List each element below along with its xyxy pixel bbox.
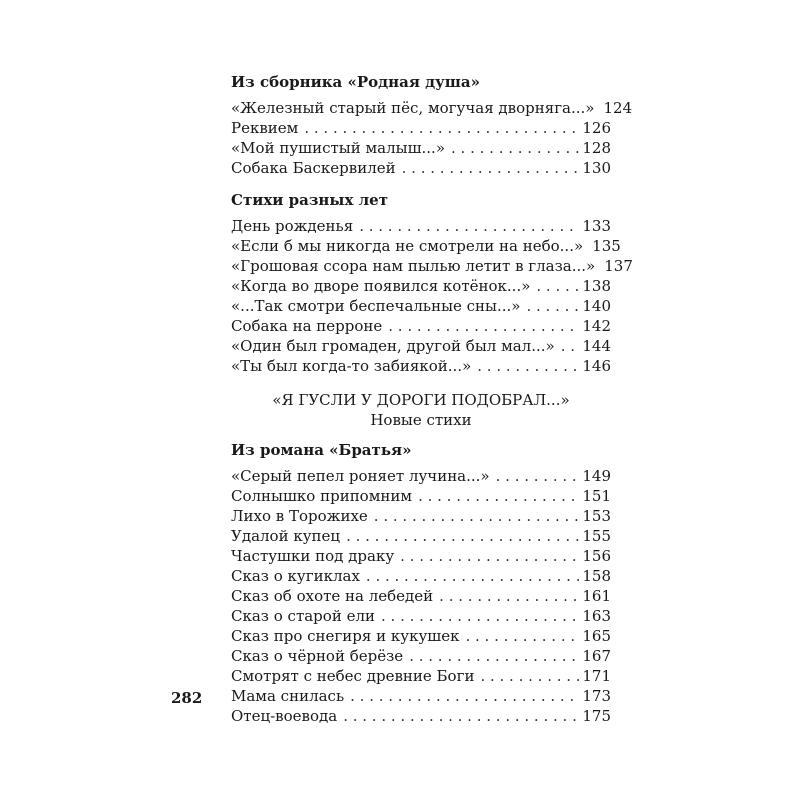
toc-entry xyxy=(231,666,611,686)
dot-leader xyxy=(439,586,579,606)
dot-leader xyxy=(409,646,579,666)
section-heading: Стихи разных лет xyxy=(231,191,389,209)
entry-title: Отец-воевода xyxy=(231,707,338,725)
toc-entry xyxy=(231,686,611,706)
dot-leader xyxy=(561,336,580,356)
dot-leader xyxy=(366,566,579,586)
entry-title: Частушки под драку xyxy=(231,547,395,565)
entry-title: Собака Баскервилей xyxy=(231,159,396,177)
entry-title: «Ты был когда-то забиякой...» xyxy=(231,357,472,375)
toc-entry xyxy=(231,336,611,356)
entry-title: Солнышко припомним xyxy=(231,487,413,505)
toc-entry xyxy=(231,566,611,586)
dot-leader xyxy=(346,526,579,546)
entry-page: 144 xyxy=(582,337,611,355)
entry-title: Смотрят с небес древние Боги xyxy=(231,667,475,685)
toc-entry xyxy=(231,276,611,296)
toc-entry xyxy=(231,296,611,316)
page-number: 282 xyxy=(171,689,203,707)
entry-page: 126 xyxy=(582,119,611,137)
entry-title: Лихо в Торожихе xyxy=(231,507,368,525)
entry-page: 135 xyxy=(592,237,621,255)
entry-page: 146 xyxy=(582,357,611,375)
entry-title: День рожденья xyxy=(231,217,354,235)
entry-title: Собака на перроне xyxy=(231,317,383,335)
entry-page: 149 xyxy=(582,467,611,485)
entry-page: 133 xyxy=(582,217,611,235)
dot-leader xyxy=(526,296,579,316)
toc-entry xyxy=(231,706,611,726)
toc-entry xyxy=(231,546,611,566)
dot-leader xyxy=(451,138,579,158)
dot-leader xyxy=(388,316,579,336)
entry-page: 138 xyxy=(582,277,611,295)
entry-page: 171 xyxy=(582,667,611,685)
dot-leader xyxy=(350,686,579,706)
entry-page: 137 xyxy=(604,257,633,275)
entry-page: 153 xyxy=(582,507,611,525)
entry-title: «Один был громаден, другой был мал...» xyxy=(231,337,555,355)
toc-column xyxy=(231,72,633,726)
entry-page: 167 xyxy=(582,647,611,665)
entry-title: Реквием xyxy=(231,119,299,137)
entry-title: Мама снилась xyxy=(231,687,345,705)
entry-page: 128 xyxy=(582,139,611,157)
toc-entry xyxy=(231,626,611,646)
toc-entry xyxy=(231,158,611,178)
part-title: «Я ГУСЛИ У ДОРОГИ ПОДОБРАЛ...» xyxy=(272,391,570,409)
toc-entry xyxy=(231,466,611,486)
dot-leader xyxy=(374,506,580,526)
entry-page: 158 xyxy=(582,567,611,585)
toc-entry xyxy=(231,216,611,236)
toc-entry xyxy=(231,506,611,526)
entry-page: 124 xyxy=(603,99,633,117)
toc-entry xyxy=(231,138,611,158)
entry-page: 142 xyxy=(582,317,611,335)
entry-title: «Если б мы никогда не смотрели на небо...» xyxy=(231,237,584,255)
dot-leader xyxy=(400,546,579,566)
entry-title: «...Так смотри беспечальные сны...» xyxy=(231,297,521,315)
entry-title: «Мой пушистый малыш...» xyxy=(231,139,446,157)
dot-leader xyxy=(496,466,580,486)
dot-leader xyxy=(402,158,580,178)
section-heading: Из романа «Братья» xyxy=(231,441,412,459)
entry-page: 156 xyxy=(582,547,611,565)
dot-leader xyxy=(536,276,579,296)
entry-title: Сказ о кугиклах xyxy=(231,567,360,585)
dot-leader xyxy=(477,356,579,376)
entry-page: 155 xyxy=(582,527,611,545)
entry-title: Сказ об охоте на лебедей xyxy=(231,587,434,605)
toc-entry xyxy=(231,606,611,626)
dot-leader xyxy=(381,606,579,626)
toc-entry xyxy=(231,356,611,376)
entry-page: 165 xyxy=(582,627,611,645)
dot-leader xyxy=(343,706,579,726)
toc-entry xyxy=(231,486,611,506)
entry-page: 163 xyxy=(582,607,611,625)
entry-page: 161 xyxy=(582,587,611,605)
entry-page: 175 xyxy=(582,707,611,725)
entry-title: Сказ про снегиря и кукушек xyxy=(231,627,460,645)
dot-leader xyxy=(359,216,579,236)
toc-entry xyxy=(231,256,633,276)
entry-page: 130 xyxy=(582,159,611,177)
entry-title: Удалой купец xyxy=(231,527,341,545)
dot-leader xyxy=(304,118,579,138)
section-heading: Из сборника «Родная душа» xyxy=(231,73,480,91)
entry-title: «Когда во дворе появился котёнок...» xyxy=(231,277,531,295)
entry-title: «Железный старый пёс, могучая дворняга...» xyxy=(231,99,595,117)
entry-title: Сказ о старой ели xyxy=(231,607,375,625)
toc-entry xyxy=(231,118,611,138)
toc-entry xyxy=(231,316,611,336)
dot-leader xyxy=(465,626,579,646)
toc-entry xyxy=(231,646,611,666)
entry-page: 173 xyxy=(582,687,611,705)
dot-leader xyxy=(480,666,579,686)
toc-entry xyxy=(231,98,633,118)
part-subtitle: Новые стихи xyxy=(370,411,472,429)
entry-page: 151 xyxy=(582,487,611,505)
toc-entry xyxy=(231,586,611,606)
toc-entry xyxy=(231,236,621,256)
entry-title: Сказ о чёрной берёзе xyxy=(231,647,404,665)
toc-entry xyxy=(231,526,611,546)
entry-page: 140 xyxy=(582,297,611,315)
entry-title: «Грошовая ссора нам пылью летит в глаза...» xyxy=(231,257,596,275)
dot-leader xyxy=(418,486,579,506)
entry-title: «Серый пепел роняет лучина...» xyxy=(231,467,490,485)
